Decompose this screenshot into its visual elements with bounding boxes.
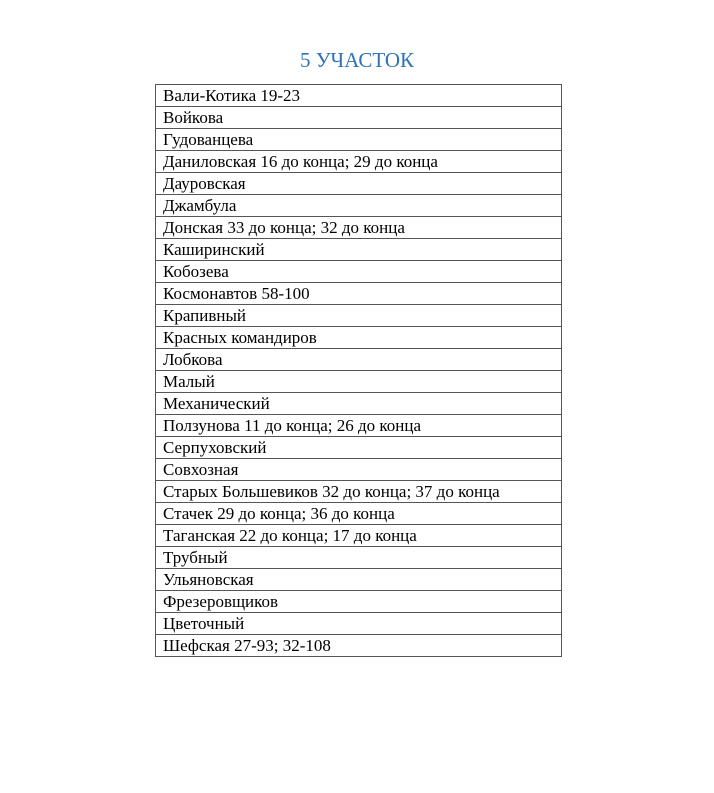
street-cell: Таганская 22 до конца; 17 до конца xyxy=(156,525,562,547)
street-cell: Старых Большевиков 32 до конца; 37 до конца xyxy=(156,481,562,503)
street-cell: Лобкова xyxy=(156,349,562,371)
table-row xyxy=(156,239,562,261)
street-cell: Крапивный xyxy=(156,305,562,327)
street-cell: Совхозная xyxy=(156,459,562,481)
table-row xyxy=(156,129,562,151)
street-cell: Ползунова 11 до конца; 26 до конца xyxy=(156,415,562,437)
table-row xyxy=(156,437,562,459)
street-cell: Донская 33 до конца; 32 до конца xyxy=(156,217,562,239)
table-row xyxy=(156,481,562,503)
table-row xyxy=(156,283,562,305)
street-cell: Стачек 29 до конца; 36 до конца xyxy=(156,503,562,525)
street-cell: Космонавтов 58-100 xyxy=(156,283,562,305)
street-cell: Джамбула xyxy=(156,195,562,217)
street-cell: Цветочный xyxy=(156,613,562,635)
table-row xyxy=(156,569,562,591)
table-row xyxy=(156,591,562,613)
table-row xyxy=(156,151,562,173)
street-cell: Дауровская xyxy=(156,173,562,195)
street-cell: Каширинский xyxy=(156,239,562,261)
street-cell: Трубный xyxy=(156,547,562,569)
street-cell: Гудованцева xyxy=(156,129,562,151)
street-cell: Вали-Котика 19-23 xyxy=(156,85,562,107)
table-row xyxy=(156,349,562,371)
table-row xyxy=(156,415,562,437)
table-row xyxy=(156,635,562,657)
street-cell: Шефская 27-93; 32-108 xyxy=(156,635,562,657)
table-row xyxy=(156,85,562,107)
table-row xyxy=(156,503,562,525)
page-title: 5 УЧАСТОК xyxy=(299,48,415,72)
table-row xyxy=(156,393,562,415)
street-cell: Войкова xyxy=(156,107,562,129)
street-cell: Серпуховский xyxy=(156,437,562,459)
streets-table-body xyxy=(156,85,562,657)
street-cell: Механический xyxy=(156,393,562,415)
street-cell: Кобозева xyxy=(156,261,562,283)
table-row xyxy=(156,327,562,349)
table-row xyxy=(156,547,562,569)
table-row xyxy=(156,371,562,393)
table-row xyxy=(156,261,562,283)
street-cell: Красных командиров xyxy=(156,327,562,349)
street-cell: Малый xyxy=(156,371,562,393)
table-row xyxy=(156,525,562,547)
table-row xyxy=(156,459,562,481)
streets-table xyxy=(155,84,562,657)
table-row xyxy=(156,613,562,635)
street-cell: Даниловская 16 до конца; 29 до конца xyxy=(156,151,562,173)
table-row xyxy=(156,305,562,327)
table-row xyxy=(156,195,562,217)
street-cell: Ульяновская xyxy=(156,569,562,591)
table-row xyxy=(156,107,562,129)
table-row xyxy=(156,217,562,239)
street-cell: Фрезеровщиков xyxy=(156,591,562,613)
table-row xyxy=(156,173,562,195)
